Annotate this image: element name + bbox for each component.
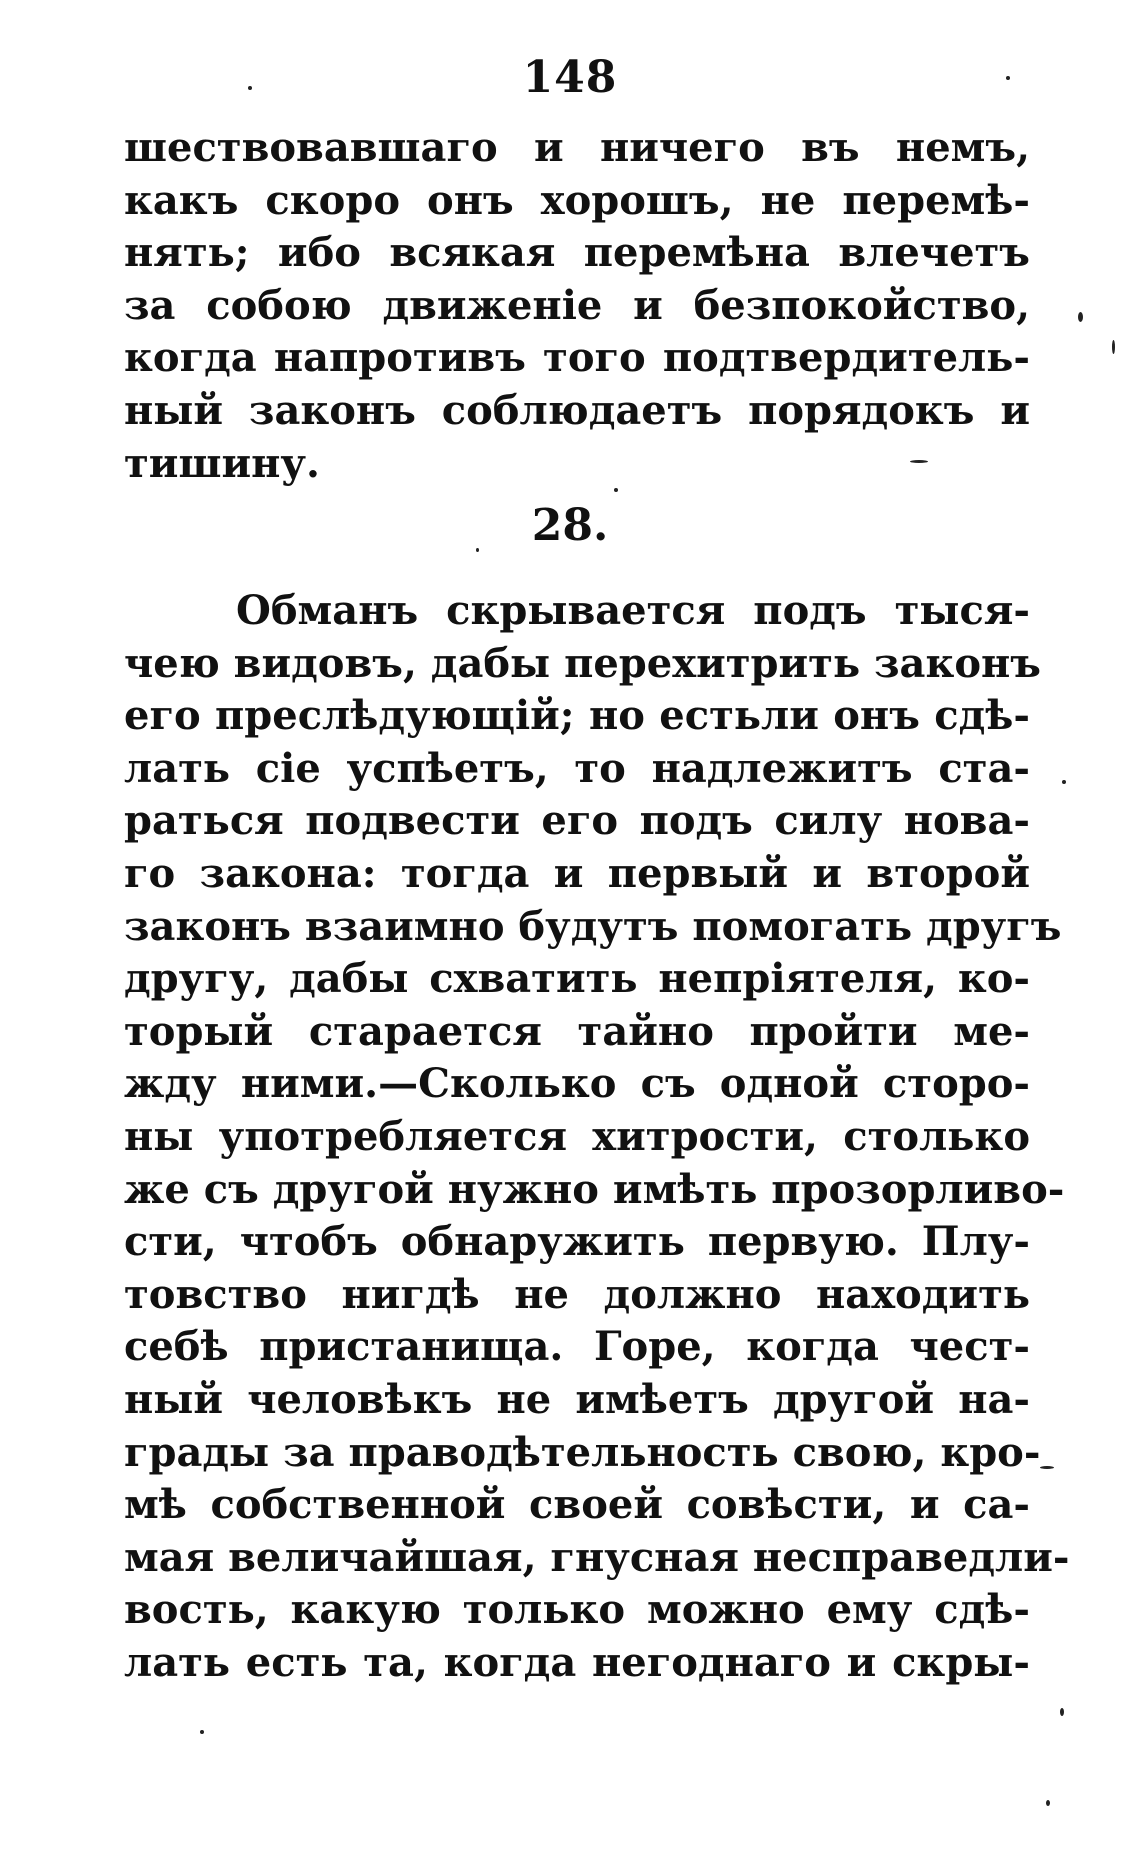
text-line: ны употребляется хитрости, столько	[124, 1112, 1030, 1160]
text-line: чею видовъ, дабы перехитрить законъ	[124, 639, 1041, 687]
text-line: когда напротивъ того подтвердитель-	[124, 334, 1030, 382]
text-line: за собою движеніе и безпокойство,	[124, 281, 1030, 329]
text-line: раться подвести его подъ силу нова-	[124, 797, 1030, 845]
text-line: ный человѣкъ не имѣетъ другой на-	[124, 1375, 1030, 1423]
text-line: себѣ пристанища. Горе, когда чест-	[124, 1323, 1030, 1371]
text-line: шествовавшаго и ничего въ немъ,	[124, 124, 1030, 171]
text-line: товство нигдѣ не должно находить	[124, 1270, 1030, 1318]
scan-speck	[1062, 780, 1066, 784]
text-line: Обманъ скрывается подъ тыся-	[236, 587, 1030, 634]
scan-speck	[1046, 1800, 1050, 1806]
text-line: другу, дабы схватить непріятеля, ко-	[124, 955, 1030, 1003]
text-line: мѣ собственной своей совѣсти, и са-	[124, 1481, 1030, 1529]
text-line: какъ скоро онъ хорошъ, не перемѣ-	[124, 176, 1030, 224]
text-line: ный законъ соблюдаетъ порядокъ и	[124, 386, 1030, 434]
main-paragraph	[124, 585, 1070, 1689]
text-line: вость, какую только можно ему сдѣ-	[124, 1586, 1030, 1634]
text-line: грады за праводѣтельность свою, кро-	[124, 1428, 1041, 1476]
text-line: лать есть та, когда негоднаго и скры-	[124, 1638, 1030, 1686]
page-number: 148	[522, 52, 618, 103]
scan-speck	[476, 548, 479, 552]
scan-speck	[248, 86, 252, 90]
text-line: нять; ибо всякая перемѣна влечетъ	[124, 229, 1030, 277]
section-number: 28.	[531, 500, 609, 551]
text-line: же съ другой нужно имѣть прозорливо-	[124, 1165, 1065, 1213]
scan-speck	[1078, 312, 1083, 322]
scan-speck	[1006, 76, 1010, 80]
text-line: тишину.	[124, 439, 320, 487]
scan-speck	[1040, 1466, 1054, 1469]
scan-speck	[614, 488, 618, 492]
text-line: торый старается тайно пройти ме-	[124, 1007, 1030, 1055]
scan-speck	[1112, 340, 1115, 354]
text-line: мая величайшая, гнусная несправедли-	[124, 1533, 1070, 1581]
text-line: его преслѣдующій; но естьли онъ сдѣ-	[124, 692, 1030, 740]
scan-speck	[1060, 1708, 1064, 1716]
scan-speck	[910, 460, 928, 463]
scan-speck	[200, 1730, 204, 1734]
text-line: законъ взаимно будутъ помогать другъ	[124, 902, 1062, 950]
text-line: го закона: тогда и первый и второй	[124, 849, 1030, 897]
text-line: жду ними.—Сколько съ одной сторо-	[124, 1060, 1030, 1108]
top-paragraph	[124, 122, 1030, 490]
text-line: сти, чтобъ обнаружить первую. Плу-	[124, 1218, 1030, 1266]
text-line: лать сіе успѣетъ, то надлежитъ ста-	[124, 744, 1030, 792]
